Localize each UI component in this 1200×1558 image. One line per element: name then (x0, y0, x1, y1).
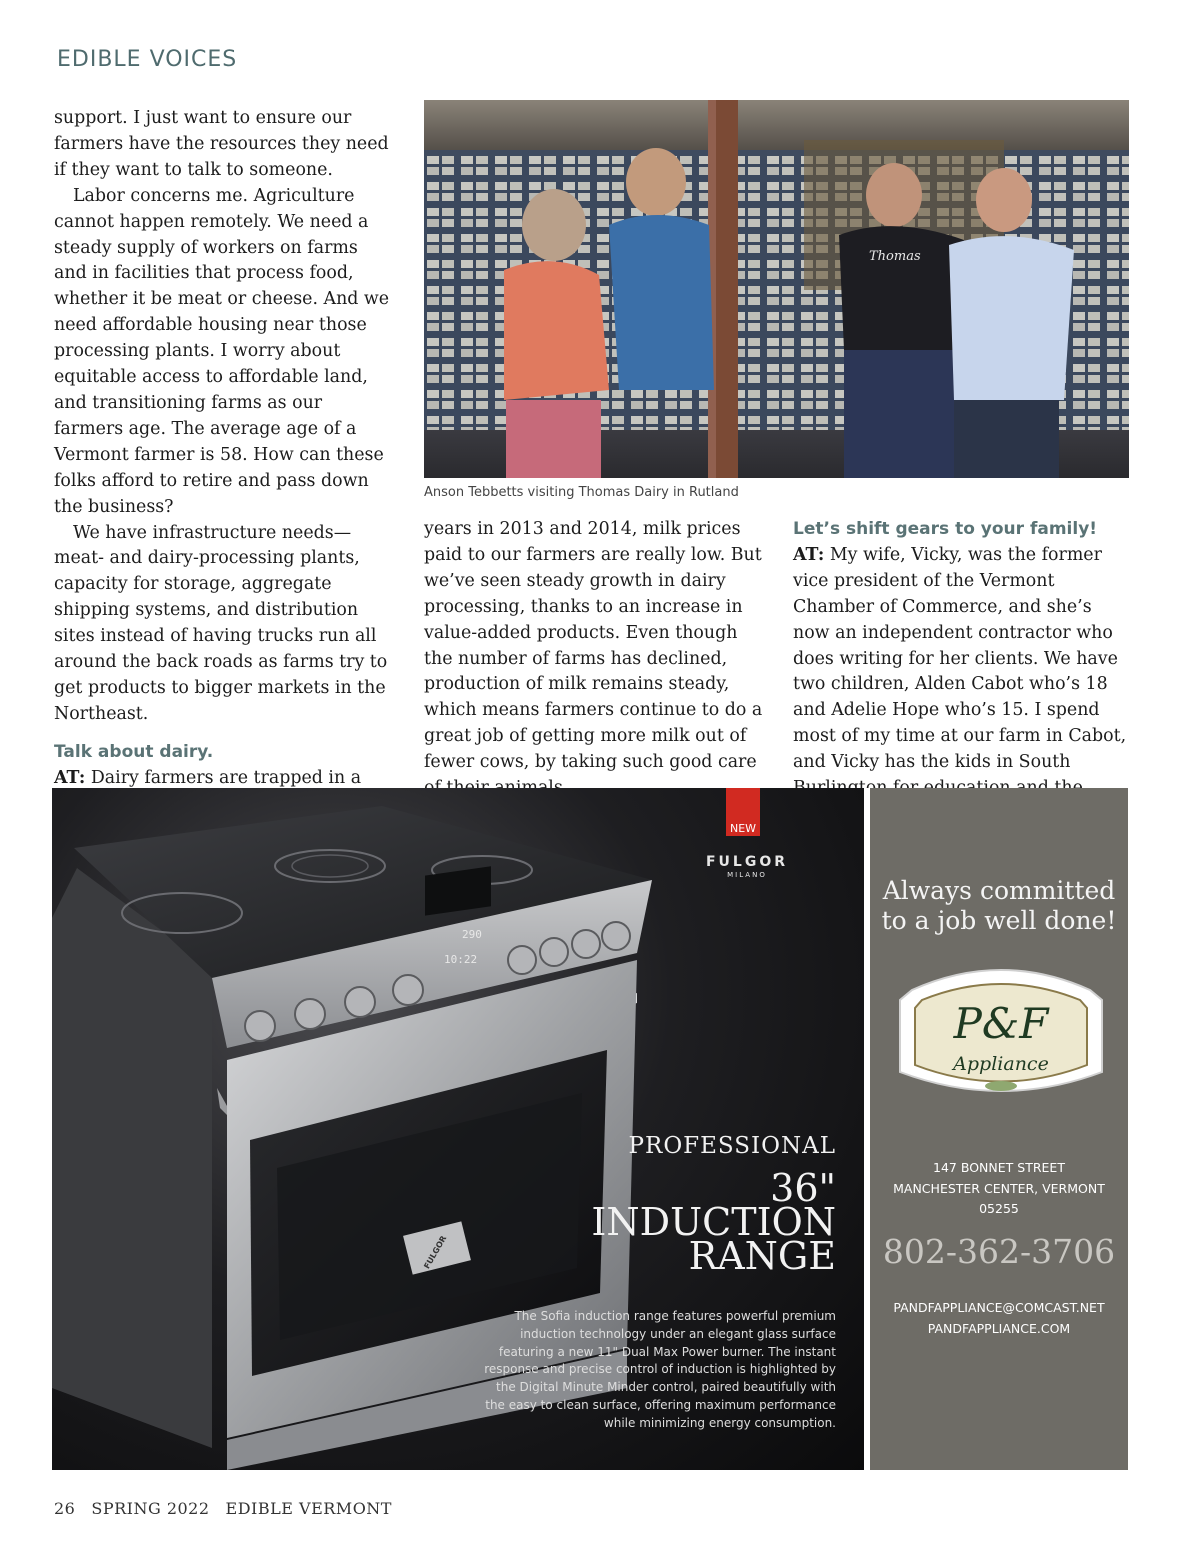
retailer-address (870, 1158, 1128, 1220)
product-title-line: 36" (770, 1166, 836, 1210)
answer-text: My wife, Vicky, was the former vice president of the Vermont Chamber of Commerce, and she’s now an independent contractor who does writing for her clients. We have two children, Alden Cabot who’s 18 and Adelie Hope who’s 15. I spend most of my time at our farm in Cabot, and Vicky has the kids in South (793, 544, 1127, 773)
address-line: MANCHESTER CENTER, VERMONT (893, 1180, 1105, 1196)
retailer-logo (892, 960, 1110, 1120)
product-title-line: PROFESSIONAL (628, 1133, 836, 1159)
logo-monogram: P&F (953, 999, 1049, 1048)
address-line: 147 BONNET STREET (933, 1160, 1065, 1175)
dairy-visit-photo (424, 100, 1129, 478)
paragraph: support. I just want to ensure our farmers have the resources they need if they want to talk to someone. (54, 108, 389, 180)
answer-text: Dairy farmers are trapped in a (90, 767, 362, 788)
brand-logo (672, 854, 822, 879)
article-column-1 (54, 106, 390, 869)
brand-subtitle: MILANO (727, 871, 767, 879)
range-ad-panel (52, 788, 864, 1470)
address-line: 05255 (979, 1201, 1019, 1216)
section-label: EDIBLE VOICES (57, 47, 238, 72)
speaker-label: AT: (54, 767, 86, 788)
retailer-email: PANDFAPPLIANCE@COMCAST.NET (893, 1300, 1105, 1315)
paragraph: We have infrastructure needs—meat- and dairy-processing plants, capacity for storage, aggregate shipping systems, and distribution sites instead of having trucks run all around the back roads as farms try to get products to bigger markets in the Northeast. (54, 522, 388, 724)
retailer-website: PANDFAPPLIANCE.COM (927, 1320, 1071, 1336)
paragraph: years in 2013 and 2014, milk prices paid to our farmers are really low. But we’ve seen steady growth in dairy processing, thanks to an increase in value-added products. Even though the number of farms has declined, production of milk remains steady, which means farmers continue to do a great job of getting more milk out of fewer cows, by taking such good care (424, 519, 763, 773)
product-title (591, 1133, 836, 1278)
display-temperature: 290 (462, 928, 482, 941)
publication-name: EDIBLE VERMONT (225, 1499, 392, 1518)
product-description: The Sofia induction range features powerful premium induction technology under an elegant glass surface featuring a new 11" Dual Max Power burner. The instant response and precise control of induction is highlighted by the Digital Minute Minder control, paired beautifully with the easy to clean surface, offering maximum performance while minimizing energy consumption. (484, 1309, 836, 1430)
paragraph: Labor concerns me. Agriculture cannot happen remotely. We need a steady supply of workers on farms and in facilities that process food, whether it be meat or cheese. And we need affordable housing near those processing plants. I worry about equitable access to affordable land, and transitioning farms as our farmers age. The average age of a Vermont farmer is 58. How can these folks afford to retire and pass down the business? (54, 185, 390, 517)
interview-question: Talk about dairy. (54, 741, 214, 762)
slogan-line: to a job well done! (881, 906, 1117, 935)
article-column-3 (793, 517, 1133, 828)
interview-question: Let’s shift gears to your family! (793, 519, 1098, 539)
retailer-panel (870, 788, 1128, 1470)
page-number: 26 (54, 1499, 76, 1518)
advertisement (52, 788, 1128, 1470)
product-title-line: INDUCTION (591, 1200, 836, 1244)
new-badge (726, 788, 760, 836)
retailer-phone: 802-362-3706 (882, 1232, 1116, 1271)
brand-name: FULGOR (705, 854, 789, 870)
product-title-line: RANGE (688, 1234, 836, 1278)
door-logo: FULGOR (422, 1234, 449, 1271)
retailer-slogan (870, 876, 1128, 936)
issue-label: SPRING 2022 (91, 1499, 210, 1518)
speaker-label: AT: (793, 544, 825, 565)
retailer-logo-badge (892, 960, 1110, 1120)
logo-subtitle: Appliance (953, 1053, 1049, 1075)
slogan-line: Always committed (882, 876, 1116, 905)
interview-answer (793, 543, 1133, 828)
new-badge-label: NEW (729, 822, 757, 835)
shirt-text: Thomas (869, 249, 921, 264)
article-photo (424, 100, 1129, 478)
page-footer (54, 1499, 408, 1518)
article-column-2 (424, 517, 764, 802)
retailer-contact (870, 1298, 1128, 1339)
photo-caption: Anson Tebbetts visiting Thomas Dairy in Rutland (424, 485, 739, 500)
display-time: 10:22 (444, 953, 478, 966)
